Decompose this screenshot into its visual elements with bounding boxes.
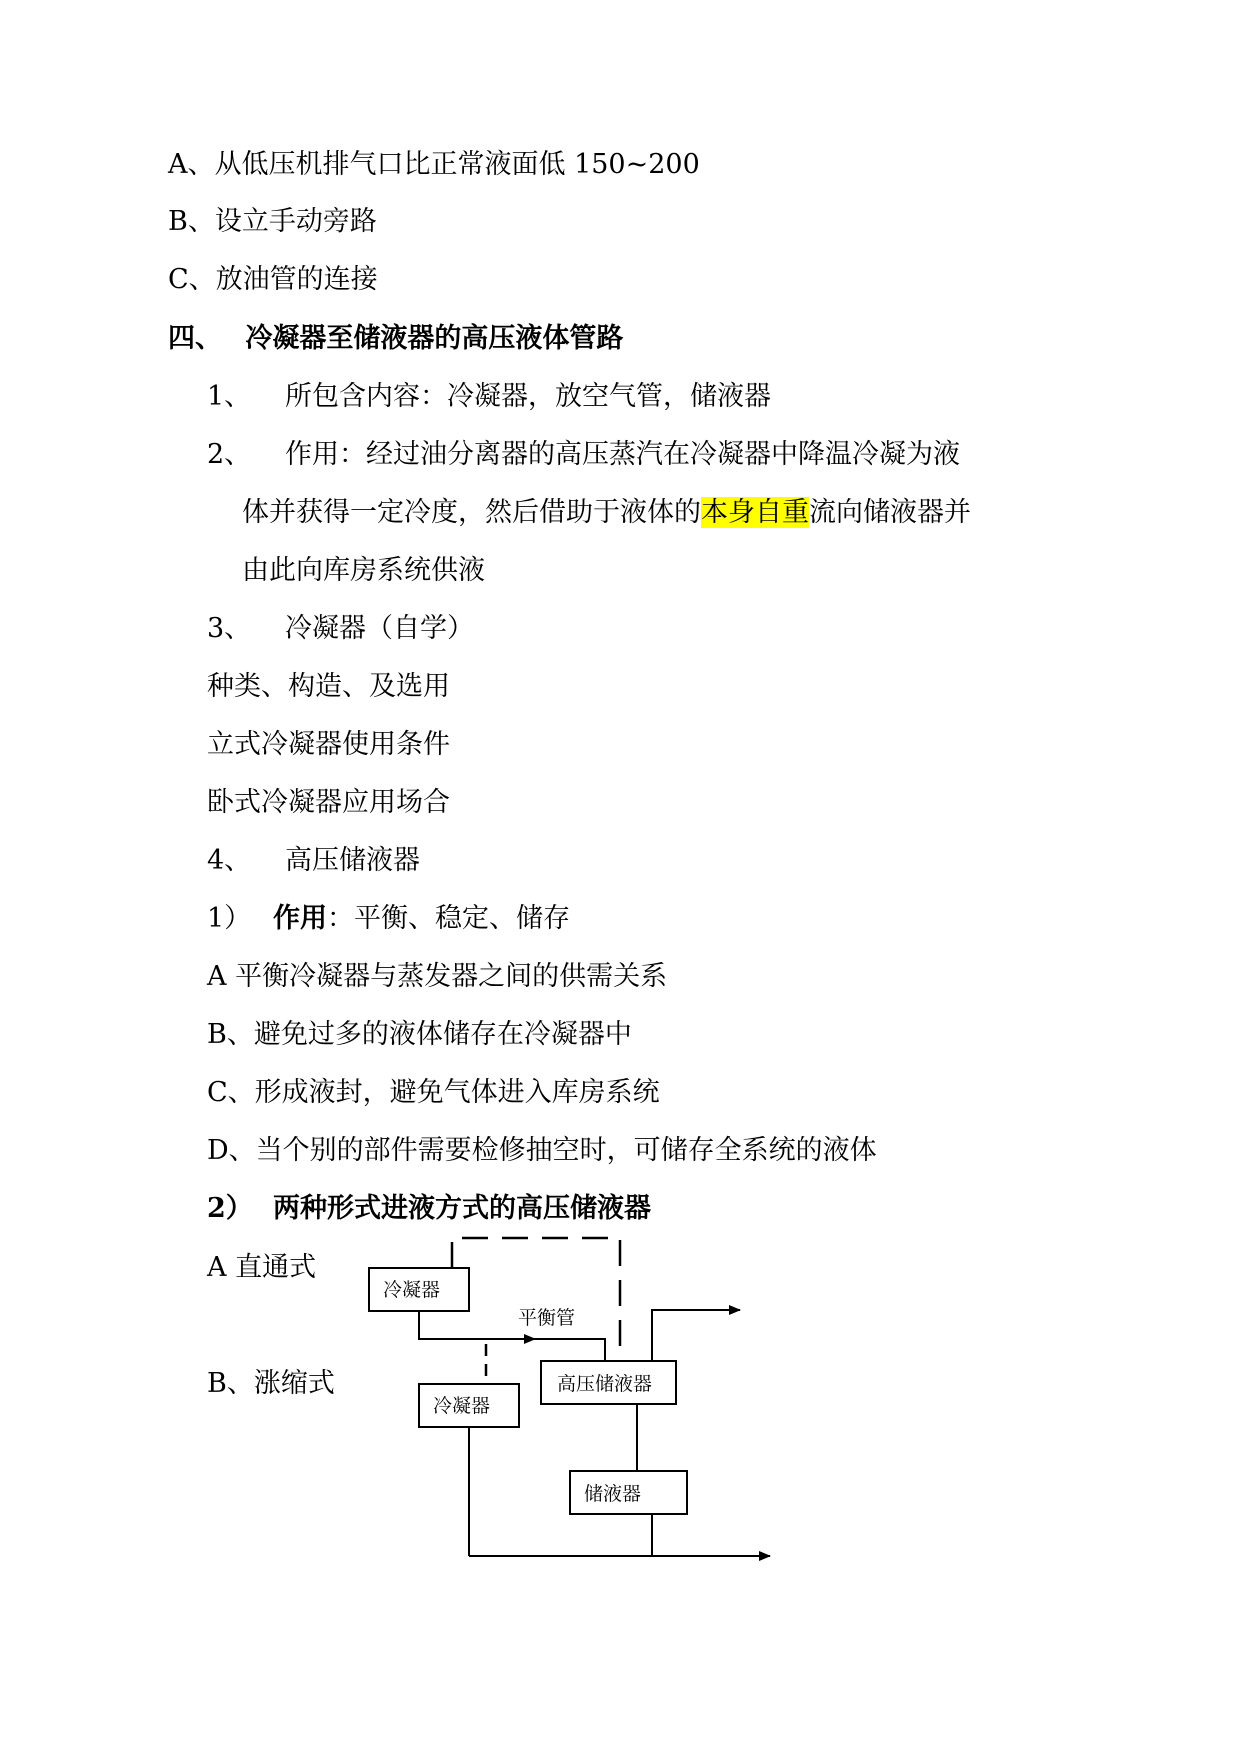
condenser-bottom-label: 冷凝器 (433, 1395, 491, 1417)
highlighted-text: 本身自重 (701, 497, 809, 528)
sub-item-types: 种类、构造、及选用 (207, 671, 450, 702)
item-b-manual-bypass: B、设立手动旁路 (168, 206, 377, 237)
function-a: A 平衡冷凝器与蒸发器之间的供需关系 (207, 961, 668, 992)
section-number: 四、 (168, 323, 222, 354)
function-c: C、形成液封，避免气体进入库房系统 (207, 1077, 660, 1108)
list-item-number: 2、 (207, 439, 252, 470)
point-text: 两种形式进液方式的高压储液器 (273, 1193, 651, 1224)
item-a-low-pressure: A、从低压机排气口比正常液面低 150~200 (168, 149, 700, 180)
list-item-number: 3、 (207, 613, 252, 644)
condenser-to-hp-receiver-pipe (419, 1311, 605, 1361)
list-item-text: 作用：经过油分离器的高压蒸汽在冷凝器中降温冷凝为液 (285, 439, 960, 470)
liquid-pipes (419, 1310, 770, 1556)
point-bold-label: 作用 (273, 903, 327, 934)
sub-item-vertical-condenser: 立式冷凝器使用条件 (207, 729, 450, 760)
point-text: ：平衡、稳定、储存 (327, 903, 570, 934)
point-number: 2） (207, 1193, 253, 1224)
function-d: D、当个别的部件需要检修抽空时，可储存全系统的液体 (207, 1135, 877, 1166)
list-item-2-continuation-2: 由此向库房系统供液 (242, 555, 485, 586)
list-item-number: 4、 (207, 845, 252, 876)
continuation-text: 体并获得一定冷度，然后借助于液体的 (242, 497, 701, 528)
point-number: 1） (207, 903, 252, 934)
list-item-text: 冷凝器（自学） (285, 613, 474, 644)
option-a-straight: A 直通式 (207, 1252, 317, 1283)
list-item-text: 所包含内容：冷凝器，放空气管，储液器 (285, 381, 771, 412)
list-item-number: 1、 (207, 381, 252, 412)
section-title: 冷凝器至储液器的高压液体管路 (245, 323, 624, 354)
balance-pipe-label: 平衡管 (518, 1307, 576, 1329)
condenser-top-label: 冷凝器 (383, 1279, 441, 1301)
hp-receiver-label: 高压储液器 (557, 1373, 653, 1395)
receiver-label: 储液器 (584, 1483, 642, 1505)
function-b: B、避免过多的液体储存在冷凝器中 (207, 1019, 632, 1050)
list-item-text: 高压储液器 (285, 845, 420, 876)
sub-item-horizontal-condenser: 卧式冷凝器应用场合 (207, 787, 450, 818)
continuation-text-end: 流向储液器并 (809, 497, 971, 528)
item-c-oil-drain: C、放油管的连接 (168, 264, 378, 295)
hp-receiver-outlet-pipe (652, 1310, 740, 1361)
option-b-expansion: B、涨缩式 (207, 1368, 335, 1399)
